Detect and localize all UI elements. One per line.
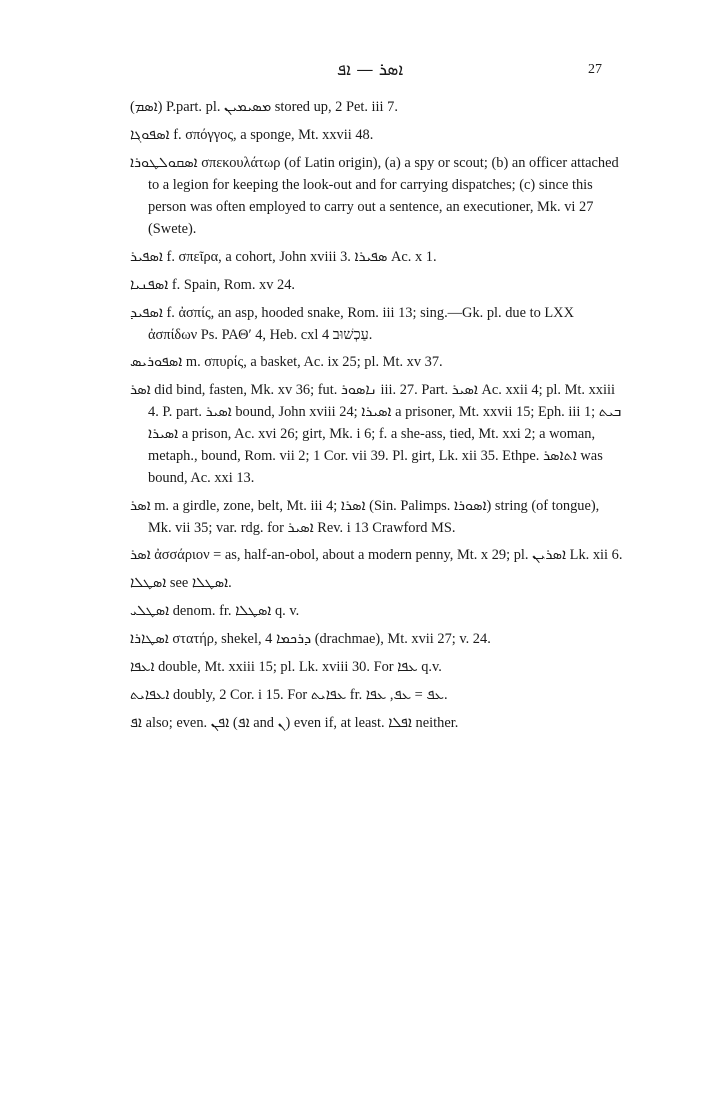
entry-cohort: ܐܣܦܝܪ f. σπεῖρα, a cohort, John xviii 3. ܣܦܝܪܐ Ac. x 1. — [130, 248, 437, 265]
entry-girdle: ܐܣܪ m. a girdle, zone, belt, Mt. iii 4; ܐܣܪܐ (Sin. Palimps. ܐܣܘܪܐ) string (of tongue), Mk. vii 35; var. rdg. for ܐܣܝܪ Rev. i 13 Crawford MS. — [130, 497, 600, 536]
entry-also: ܐܦ also; even. ܐܦܢ (ܐܦ and ܢ) even if, at least. ܐܦܠܐ neither. — [130, 714, 459, 731]
entry-double: ܐܥܦܐ double, Mt. xxiii 15; pl. Lk. xviii 30. For ܥܦܐ q.v. — [130, 658, 442, 675]
page-number: 27 — [588, 62, 602, 77]
entry-see: ܐܣܛܠܐ see ܐܣܛܠܐ. — [130, 574, 232, 591]
entry-spain: ܐܣܦܢܝܐ f. Spain, Rom. xv 24. — [130, 276, 296, 293]
entry-basket: ܐܣܦܘܪܝܣ m. σπυρίς, a basket, Ac. ix 25; pl. Mt. xv 37. — [130, 354, 443, 370]
entry-bind: ܐܣܪ did bind, fasten, Mk. xv 36; fut. ܢܐܣܘܪ iii. 27. Part. ܐܣܝܪ Ac. xxii 4; pl. Mt. xxiii 4. P. part. ܐܣܝܪ bound, John xviii 24; ܐܣܝܪܐ a prisoner, Mt. xxvii 15; Eph. iii 1; ܒܝܬ ܐܣܝܪܐ a prison, Ac. xvi 26; girt, Mk. i 6; f. a she-ass, tied, Mt. xxi 2; a woman, metaph., bound, Rom. vii 2; 1 Cor. vii 39. Pl. girt, Lk. xii 35. Ethpe. ܐܬܐܣܪ was bound, Ac. xxi 13. — [130, 382, 622, 486]
entry-asp: ܐܣܦܝܕ f. ἀσπίς, an asp, hooded snake, Rom. iii 13; sing.—Gk. pl. due to LXX ἀσπίδων Ps. ΡΑΘʹ 4, Heb. cxl 4 עַכְשׁוּב. — [130, 304, 574, 343]
entry-shekel: ܐܣܛܐܪܐ στατήρ, shekel, 4 ܕܪܟܡܐ (drachmae), Mt. xvii 27; v. 24. — [130, 630, 491, 647]
entry-sponge: ܐܣܦܘܓܐ f. σπόγγος, a sponge, Mt. xxvii 48. — [130, 127, 374, 143]
dictionary-entries — [130, 96, 626, 740]
entry-denom: ܐܣܛܠܝ denom. fr. ܐܣܛܠܐ q. v. — [130, 602, 300, 619]
running-head: ܐܣܪ — ܐܦ — [336, 60, 404, 80]
entry-stored-up: (ܐܣܡ) P.part. pl. ܡܣܝܡܝܢ stored up, 2 Pet. iii 7. — [130, 99, 398, 115]
entry-as: ܐܣܪ ἀσσάριον = as, half-an-obol, about a modern penny, Mt. x 29; pl. ܐܣܪܝܢ Lk. xii 6. — [130, 547, 623, 563]
entry-spy: ܐܣܩܘܠܛܘܪܐ σπεκουλάτωρ (of Latin origin), (a) a spy or scout; (b) an officer attached to a legion for keeping the look-out and for carrying dispatches; (c) since this person was often employed to carry out a sentence, an executioner, Mk. vi 27 (Swete). — [130, 155, 619, 237]
page-header — [0, 60, 710, 90]
entry-doubly: ܐܥܦܐܝܬ doubly, 2 Cor. i 15. For ܥܦܐܝܬ fr. ܥܦ = ܥܦ, ܥܦܐ. — [130, 686, 448, 703]
